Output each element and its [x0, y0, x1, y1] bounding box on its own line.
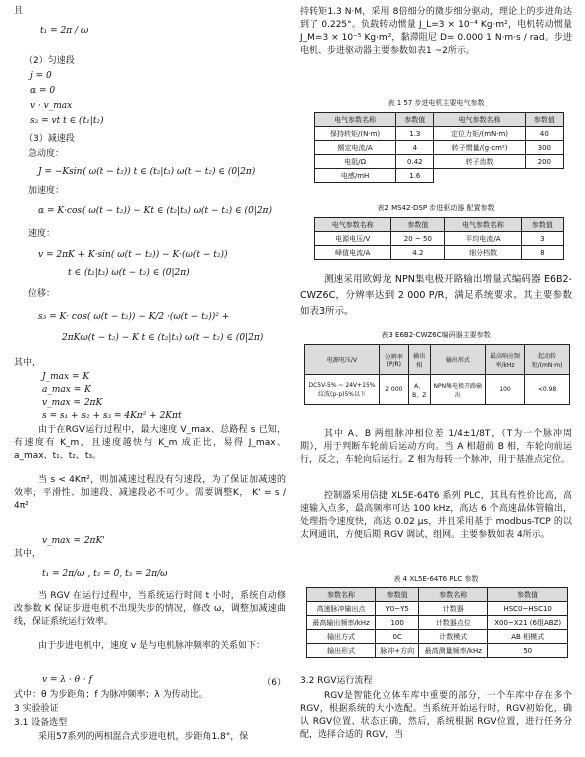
table-cell: 高速脉冲输出点: [307, 602, 376, 616]
table-header-cell: 输出相: [408, 345, 430, 375]
table-header-cell: 参数值: [376, 588, 419, 602]
table-cell: 1.3: [396, 127, 434, 141]
table-row: [305, 375, 570, 405]
paragraph: 测速采用欧姆龙 NPN集电极开路输出增量式编码器 E6B2-CWZ6C，分辨率达到 2 000 P/R，满足系统要求。其主要参数如表3所示。: [300, 274, 572, 317]
equation: v_max = 2πK': [42, 536, 105, 546]
table-caption: 表3 E6B2-CWZ6C编码器主要参数: [381, 331, 491, 339]
driver-params-table: [314, 217, 564, 260]
table-header-cell: 参数值: [521, 218, 563, 232]
equation: s = s₁ + s₂ + s₃ = 4Kπ² + 2Kπt: [42, 411, 182, 421]
table-cell: 保持转矩/(N·m): [315, 127, 396, 141]
table-cell: 40: [525, 127, 563, 141]
table-cell: 4: [396, 141, 434, 155]
table-header-row: [307, 588, 568, 602]
equation: J = −Ksin( ω(t − t₂)) t ∈ (t₂|t₃) ω(t − t₂) ∈ (0|2π): [38, 167, 256, 177]
table-cell: 电感/mH: [315, 169, 396, 183]
table-cell: 50: [488, 644, 568, 658]
table-row: [315, 232, 564, 246]
table-header-cell: 电源电压/V: [305, 345, 380, 375]
table-cell: 8: [521, 246, 563, 260]
paragraph: 其中 A、B 两组脉冲相位差 1/4±1/8T，（T为一个脉冲周期），用于判断车轮前后运动方向。当 A 相超前 B 相，车轮向前运行，反之，车轮向后运行。Z 相为每转一个脉冲，用于基准点定位。: [300, 429, 572, 465]
paragraph: RGV是智能化立体车库中重要的部分，一个车库中存在多个 RGV，根据系统的大小选配。当系统开始运行时，RGV初始化，确认 RGV位置、状态正确，然后，系统根据 RGV位置，进行任务分配，选择合适的 RGV，当: [300, 691, 572, 740]
table-row: [315, 155, 564, 169]
paragraph: 控制器采用信捷 XL5E-64T6 系列 PLC，其具有性价比高，高速输入点多，最高频率可达 100 kHz，高达 6 个高速晶体管输出，处理指令速度快，高达 0.02 μs，并且采用基于 modbus-TCP 的以太网通讯，方便后期 RGV 调试、组网。主要参数如表 4所示。: [300, 491, 572, 540]
table-row: [315, 127, 564, 141]
table-cell: 最高测量频率/kHz: [419, 644, 488, 658]
text-line: 其中，: [14, 358, 42, 368]
text-line: 急动度：: [28, 149, 65, 159]
section-heading: 3 实验验证: [14, 704, 59, 714]
table-row: [307, 630, 568, 644]
equation: s₂ = vt t ∈ (t₁|t₂): [30, 116, 104, 126]
section-heading: 3.1 设备选型: [14, 718, 68, 728]
table-caption: 表2 MS42-DSP 步进驱动器 配置参数: [377, 204, 495, 212]
table-header-row: [305, 345, 570, 375]
equation: j = 0: [30, 71, 52, 81]
table-cell: 平均电流/A: [445, 232, 521, 246]
table-cell: HSC0~HSC10: [488, 602, 568, 616]
table-header-cell: 分辨率(P/R): [380, 345, 409, 375]
table-header-row: [315, 113, 564, 127]
table-header-cell: 电气参数名称: [445, 218, 521, 232]
table-cell: DC5V-5% ~ 24V+15% 纹波(p-p)5%以下: [305, 375, 380, 405]
equation: J_max = K: [42, 372, 90, 382]
motor-params-table: [314, 112, 564, 183]
table-row: [307, 644, 568, 658]
table-header-cell: 最高响应频率/kHz: [485, 345, 524, 375]
table-cell: 0C: [376, 630, 419, 644]
text-line: 采用57系列的两相混合式步进电机，步距角1.8°，保: [38, 732, 249, 742]
equation: s₃ = K· cos( ω(t − t₂)) − K/2 ·(ω(t − t₂))² +: [38, 312, 230, 322]
plc-params-table: [306, 587, 568, 658]
table-cell: 计数器点位: [419, 616, 488, 630]
equation-t1: t₁ = 2π / ω: [40, 26, 89, 36]
table-cell: 峰值电流/A: [315, 246, 391, 260]
table-cell: 电源电压/V: [315, 232, 391, 246]
table-cell: 定位力矩/(mN·m): [434, 127, 525, 141]
section-heading: （2）匀速段: [24, 56, 75, 66]
table-header-row: [315, 218, 564, 232]
table-header-cell: 起动转矩/(mN·m): [525, 345, 570, 375]
table-header-cell: 电气参数名称: [315, 113, 396, 127]
equation: α = K·cos( ω(t − t₂)) − Kt ∈ (t₂|t₃) ω(t − t₂) ∈ (0|2π): [38, 206, 272, 216]
section-heading: （3）减速段: [24, 134, 75, 144]
table-cell: 20 ~ 50: [391, 232, 445, 246]
equation: v · v_max: [30, 101, 73, 111]
table-cell: 4.2: [391, 246, 445, 260]
equation: t ∈ (t₂|t₃) ω(t − t₂) ∈ (0|2π): [68, 268, 190, 278]
table-cell: 计数器: [419, 602, 488, 616]
table-header-cell: 参数名称: [419, 588, 488, 602]
paragraph: 由于在RGV运行过程中，最大速度 V_max、总路程 s 已知，有速度有 K_m，且速度越快与 K_m 成正比，易得 J_max、a_max、t₁、t₂、t₃。: [14, 425, 286, 461]
table-header-cell: 参数名称: [307, 588, 376, 602]
table-header-cell: 参数值: [525, 113, 563, 127]
table-caption: 表 1 57 步进电机主要电气参数: [387, 99, 485, 107]
table-cell: 脉冲+方向: [376, 644, 419, 658]
table-cell: 细分档数: [445, 246, 521, 260]
paragraph: 持转矩1.3 N·M，采用 8倍细分的微步细分驱动，理论上的步进角达到了 0.225°。负载转动惯量 J_L=3 × 10⁻⁴ Kg·m²，电机转动惯量 J_M=3 × 10⁻⁵ Kg·m²，黏滞阻尼 D= 0.000 1 N·m·s / rad。步进电机、步进驱动器主要参数如表1 ~2所示。: [300, 7, 572, 56]
table-cell: Y0~Y5: [376, 602, 419, 616]
table-cell: 输出形式: [307, 644, 376, 658]
table-cell: 转子齿数: [434, 155, 525, 169]
section-heading: 3.2 RGV运行流程: [300, 676, 373, 686]
table-cell: A、B、Z: [408, 375, 430, 405]
table-header-cell: 电气参数名称: [434, 113, 525, 127]
table-header-cell: 参数值: [391, 218, 445, 232]
table-header-cell: 电气参数名称: [315, 218, 391, 232]
table-cell: AB 相模式: [488, 630, 568, 644]
equation: 2πKω(t − t₂) − K t ∈ (t₂|t₃) ω(t − t₂) ∈ (0|2π): [62, 333, 264, 343]
text-line: 加速度：: [28, 186, 65, 196]
equation: v = 2πK + K·sin( ω(t − t₂)) − K·(ω(t − t₂)): [38, 250, 228, 260]
table-header-cell: 参数值: [488, 588, 568, 602]
text-line: 其中，: [14, 549, 42, 559]
table-cell: 3: [521, 232, 563, 246]
equation: v_max = 2πK: [42, 398, 103, 408]
table-caption: 表 4 XL5E-64T6 PLC 参数: [393, 575, 479, 583]
paragraph: 当 RGV 在运行过程中，当系统运行时间 t 小时，系统自动修改参数 K 保证步进电机不出现失步的情况，修改 ω，调整加减速曲线，保证系统运行效率。: [14, 591, 286, 627]
table-row: [307, 602, 568, 616]
table-row: [315, 141, 564, 155]
table-cell: 2 000: [380, 375, 409, 405]
table-cell: 1.6: [396, 169, 434, 183]
table-cell: 200: [525, 155, 563, 169]
table-cell: 额定电流/A: [315, 141, 396, 155]
equation: α = 0: [30, 86, 56, 96]
table-cell: 计数模式: [419, 630, 488, 644]
table-cell: 300: [525, 141, 563, 155]
table-row: [315, 169, 564, 183]
table-header-cell: 参数值: [396, 113, 434, 127]
table-cell: 100: [376, 616, 419, 630]
equation-number: （6）: [262, 678, 286, 688]
text-line: 位移：: [28, 289, 56, 299]
table-cell: NPN集电极开路输出: [430, 375, 485, 405]
paragraph: 由于步进电机中，速度 v 是与电机脉冲频率的关系如下：: [38, 641, 266, 651]
table-row: [315, 246, 564, 260]
encoder-params-table: [304, 344, 570, 405]
table-cell: 转子惯量/(g·cm²): [434, 141, 525, 155]
table-header-cell: 输出形式: [430, 345, 485, 375]
text-line: 速度：: [28, 229, 56, 239]
table-cell: 最高输出频率/kHz: [307, 616, 376, 630]
text-line: 且: [14, 6, 24, 16]
text-line: 式中：θ 为步距角；f 为脉冲频率；λ 为传动比。: [14, 690, 208, 700]
equation: a_max = K: [42, 385, 91, 395]
table-cell: 100: [485, 375, 524, 405]
table-cell: 0.42: [396, 155, 434, 169]
paragraph: 当 s < 4Kπ²，则加减速过程没有匀速段，为了保证加减速的效率，平滑性、加速段、减速段必不可少。需要调整K， K' = s / 4π²: [14, 475, 286, 511]
table-cell: [525, 169, 563, 183]
table-cell: [434, 169, 525, 183]
table-row: [307, 616, 568, 630]
equation: v = λ · θ · f: [42, 675, 92, 685]
table-cell: <0.98: [525, 375, 570, 405]
equation: t₁ = 2π/ω , t₂ = 0, t₃ = 2π/ω: [42, 569, 168, 579]
table-cell: X00~X21 (6组ABZ): [488, 616, 568, 630]
table-cell: 电阻/Ω: [315, 155, 396, 169]
table-cell: 输出方式: [307, 630, 376, 644]
